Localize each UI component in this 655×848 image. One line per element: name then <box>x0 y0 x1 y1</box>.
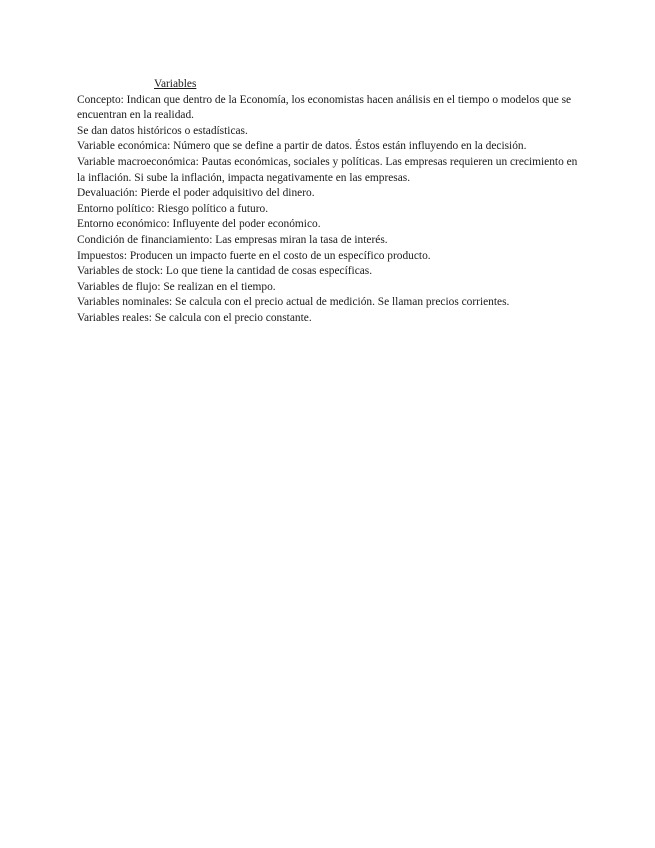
paragraph-entorno-politico: Entorno político: Riesgo político a futuro. <box>77 202 269 215</box>
paragraph-variable-macroeconomica: Variable macroeconómica: Pautas económicas, sociales y políticas. Las empresas requieren un crecimiento en la inflación. Si sube la inflación, impacta negativamente en las empresas. <box>77 155 578 184</box>
document-title: Variables <box>154 78 197 90</box>
paragraph-variable-economica: Variable económica: Número que se define a partir de datos. Éstos están influyendo en la decisión. <box>77 140 527 153</box>
paragraph-condicion-financiamiento: Condición de financiamiento: Las empresas miran la tasa de interés. <box>77 233 388 246</box>
paragraph-variables-reales: Variables reales: Se calcula con el precio constante. <box>77 311 312 324</box>
paragraph-variables-flujo: Variables de flujo: Se realizan en el tiempo. <box>77 280 276 293</box>
paragraph-datos-historicos: Se dan datos históricos o estadísticas. <box>77 124 248 137</box>
paragraph-impuestos: Impuestos: Producen un impacto fuerte en el costo de un específico producto. <box>77 249 431 262</box>
paragraph-concepto: Concepto: Indican que dentro de la Economía, los economistas hacen análisis en el tiempo o modelos que se encuentran en la realidad. <box>77 93 572 122</box>
paragraph-devaluacion: Devaluación: Pierde el poder adquisitivo del dinero. <box>77 187 315 200</box>
document-body <box>77 77 587 327</box>
paragraph-variables-nominales: Variables nominales: Se calcula con el precio actual de medición. Se llaman precios corrientes. <box>77 296 510 309</box>
paragraph-entorno-economico: Entorno económico: Influyente del poder económico. <box>77 218 321 231</box>
paragraph-variables-stock: Variables de stock: Lo que tiene la cantidad de cosas específicas. <box>77 265 373 278</box>
